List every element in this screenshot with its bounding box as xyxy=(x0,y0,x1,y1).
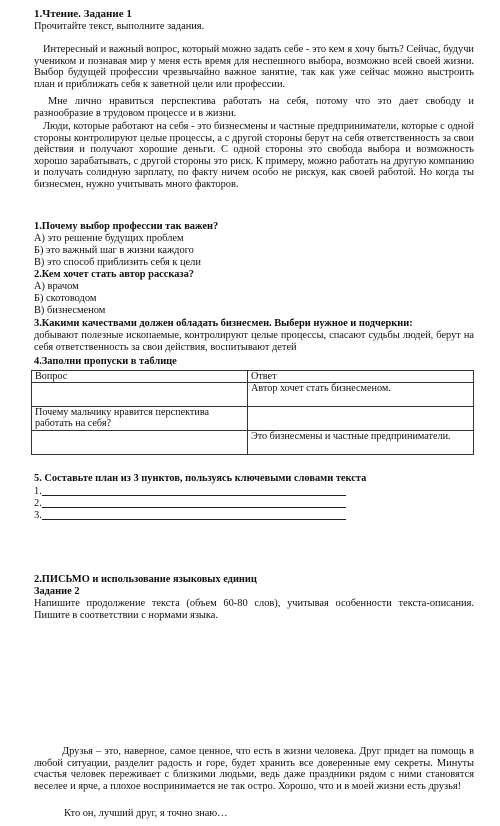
q1-option-a: А) это решение будущих проблем xyxy=(34,233,184,244)
q1-option-b: Б) это важный шаг в жизни каждого xyxy=(34,245,194,256)
plan-item-number: 1. xyxy=(34,486,42,497)
table-row xyxy=(32,383,474,407)
table-row xyxy=(32,431,474,455)
table-cell-answer-3: Это бизнесмены и частные предприниматели. xyxy=(248,431,474,455)
section2-instruction: Напишите продолжение текста (объем 60-80 слов), учитывая особенности текста-описания. Пишите в соответствии с нормами языка. xyxy=(34,598,474,621)
table-header-question: Вопрос xyxy=(32,371,248,383)
answer-line xyxy=(42,495,346,496)
q3-choices-text: добывают полезные ископаемые, контролируют целые процессы, спасают судьбы людей, берут на себя ответственность за свои действия, воспитывают детей xyxy=(34,330,474,353)
question-1: 1.Почему выбор профессии так важен? xyxy=(34,221,219,232)
question-3: 3.Какими качествами должен обладать бизнесмен. Выбери нужное и подчеркни: xyxy=(34,318,413,329)
table-cell-answer-1: Автор хочет стать бизнесменом. xyxy=(248,383,474,407)
answer-line xyxy=(42,519,346,520)
section2-title: 2.ПИСЬМО и использование языковых единиц xyxy=(34,574,257,585)
plan-item-number: 3. xyxy=(34,510,42,521)
table-cell-question-2: Почему мальчику нравится перспектива работать на себя? xyxy=(32,407,248,431)
section2-task: Задание 2 xyxy=(34,586,80,597)
answer-line xyxy=(42,507,346,508)
section1-title: 1.Чтение. Задание 1 xyxy=(34,8,132,20)
plan-item-2[interactable] xyxy=(34,498,346,509)
table-header-answer: Ответ xyxy=(248,371,474,383)
table-row xyxy=(32,407,474,431)
plan-item-3[interactable] xyxy=(34,510,346,521)
q2-option-c: В) бизнесменом xyxy=(34,305,106,316)
plan-item-number: 2. xyxy=(34,498,42,509)
section1-instruction: Прочитайте текст, выполните задания. xyxy=(34,21,205,32)
q2-option-b: Б) скотоводом xyxy=(34,293,97,304)
q1-option-c: В) это способ приблизить себя к цели xyxy=(34,257,201,268)
reading-paragraph-1: Интересный и важный вопрос, который можно задать себе - это кем я хочу быть? Сейчас, будучи учеником и познавая мир у меня есть время для неспешного выбора, возможно всей своей жизни. Выбор будущей профессии чрезвычайно важное занятие, так как уже сейчас можно выстроить план и приближать себя к заветной цели или профессии. xyxy=(34,44,474,90)
question-4: 4.Заполни пропуски в таблице xyxy=(34,356,177,367)
q2-option-a: А) врачом xyxy=(34,281,79,292)
table-header-row xyxy=(32,371,474,383)
table-cell-question-3[interactable] xyxy=(32,431,248,455)
fill-in-table xyxy=(31,370,474,455)
section2-last-line: Кто он, лучший друг, я точно знаю… xyxy=(64,808,228,819)
question-5: 5. Составьте план из 3 пунктов, пользуясь ключевыми словами текста xyxy=(34,473,367,484)
reading-paragraph-3: Люди, которые работают на себя - это бизнесмены и частные предприниматели, которые с одной стороны контролируют целые процессы, а с другой стороны берут на себя ответственность за свои действия и получают хорошие деньги. С одной стороны это свобода выбора и возможность хорошо зарабатывать, с другой стороны это риск. К примеру, можно работать на другую компанию и получать солидную зарплату, по факту ничем особо не рискуя, как своей работой. Но когда ты бизнесмен, нужно учитывать много факторов. xyxy=(34,121,474,190)
plan-item-1[interactable] xyxy=(34,486,346,497)
question-2: 2.Кем хочет стать автор рассказа? xyxy=(34,269,194,280)
reading-paragraph-2: Мне лично нравиться перспектива работать на себя, потому что это дает свободу и разнообразие в трудовом процессе и в жизни. xyxy=(34,96,474,119)
table-cell-answer-2[interactable] xyxy=(248,407,474,431)
section2-text: Друзья – это, наверное, самое ценное, что есть в жизни человека. Друг придет на помощь в любой ситуации, разделит радость и горе, будет хранить все доверенные ему секреты. Минуты счастья человек переживает с близкими людьми, ведь даже праздники рядом с ними становятся веселее и ярче, а плохое воспринимается не так остро. Хорошо, что и в моей жизни есть друзья! xyxy=(34,746,474,792)
table-cell-question-1[interactable] xyxy=(32,383,248,407)
